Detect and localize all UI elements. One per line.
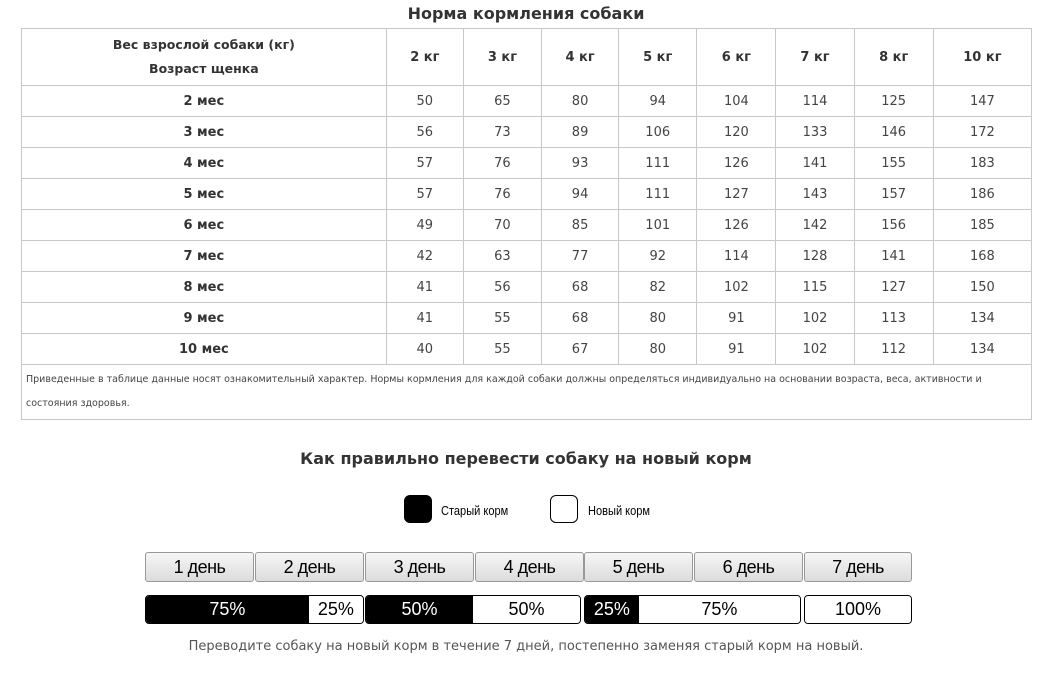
weight-header: 5 кг — [619, 29, 697, 86]
grams-cell: 55 — [463, 334, 541, 365]
grams-cell: 80 — [619, 334, 697, 365]
grams-cell: 80 — [619, 303, 697, 334]
grams-cell: 91 — [697, 334, 776, 365]
new-food-share: 25% — [309, 596, 363, 623]
table-corner-header — [22, 29, 387, 86]
grams-cell: 134 — [933, 334, 1031, 365]
grams-cell: 55 — [463, 303, 541, 334]
day-button-4[interactable]: 4 день — [475, 552, 584, 582]
age-cell: 7 мес — [22, 241, 387, 272]
grams-cell: 94 — [619, 86, 697, 117]
grams-cell: 40 — [386, 334, 463, 365]
grams-cell: 106 — [619, 117, 697, 148]
grams-cell: 125 — [854, 86, 933, 117]
weight-header: 4 кг — [542, 29, 619, 86]
table-header-row — [22, 29, 1032, 86]
grams-cell: 147 — [933, 86, 1031, 117]
grams-cell: 50 — [386, 86, 463, 117]
corner-age-label: Возраст щенка — [149, 61, 259, 76]
old-food-label: Старый корм — [441, 503, 509, 518]
legend — [404, 495, 674, 525]
grams-cell: 57 — [386, 148, 463, 179]
grams-cell: 101 — [619, 210, 697, 241]
grams-cell: 141 — [776, 148, 854, 179]
mix-bar — [584, 595, 801, 624]
weight-header: 10 кг — [933, 29, 1031, 86]
grams-cell: 76 — [463, 148, 541, 179]
grams-cell: 186 — [933, 179, 1031, 210]
table-row — [22, 117, 1032, 148]
grams-cell: 156 — [854, 210, 933, 241]
table-row — [22, 179, 1032, 210]
day-button-7[interactable]: 7 день — [804, 552, 912, 582]
mix-bar — [365, 595, 581, 624]
new-food-swatch — [550, 495, 578, 523]
day-button-5[interactable]: 5 день — [584, 552, 693, 582]
grams-cell: 104 — [697, 86, 776, 117]
grams-cell: 77 — [542, 241, 619, 272]
age-cell: 9 мес — [22, 303, 387, 334]
grams-cell: 93 — [542, 148, 619, 179]
mix-bar — [804, 595, 912, 624]
grams-cell: 76 — [463, 179, 541, 210]
feeding-table — [21, 28, 1032, 420]
grams-cell: 82 — [619, 272, 697, 303]
table-row — [22, 303, 1032, 334]
grams-cell: 113 — [854, 303, 933, 334]
grams-cell: 92 — [619, 241, 697, 272]
grams-cell: 112 — [854, 334, 933, 365]
grams-cell: 73 — [463, 117, 541, 148]
grams-cell: 126 — [697, 210, 776, 241]
grams-cell: 128 — [776, 241, 854, 272]
grams-cell: 102 — [697, 272, 776, 303]
grams-cell: 102 — [776, 303, 854, 334]
grams-cell: 114 — [776, 86, 854, 117]
grams-cell: 120 — [697, 117, 776, 148]
grams-cell: 49 — [386, 210, 463, 241]
grams-cell: 68 — [542, 272, 619, 303]
old-food-share: 25% — [585, 596, 639, 623]
grams-cell: 142 — [776, 210, 854, 241]
grams-cell: 168 — [933, 241, 1031, 272]
mix-bar — [145, 595, 364, 624]
new-food-label: Новый корм — [588, 503, 651, 518]
grams-cell: 56 — [463, 272, 541, 303]
grams-cell: 102 — [776, 334, 854, 365]
table-row — [22, 334, 1032, 365]
table-row — [22, 272, 1032, 303]
table-row — [22, 210, 1032, 241]
grams-cell: 80 — [542, 86, 619, 117]
weight-header: 8 кг — [854, 29, 933, 86]
transition-title: Как правильно перевести собаку на новый корм — [300, 449, 752, 468]
grams-cell: 172 — [933, 117, 1031, 148]
age-cell: 5 мес — [22, 179, 387, 210]
grams-cell: 114 — [697, 241, 776, 272]
old-food-share: 50% — [366, 596, 473, 623]
transition-footer-note: Переводите собаку на новый корм в течение 7 дней, постепенно заменяя старый корм на новый. — [188, 639, 864, 654]
table-row — [22, 241, 1032, 272]
grams-cell: 91 — [697, 303, 776, 334]
grams-cell: 134 — [933, 303, 1031, 334]
table-note-row — [22, 365, 1032, 420]
feeding-table-title: Норма кормления собаки — [407, 4, 645, 23]
grams-cell: 150 — [933, 272, 1031, 303]
old-food-share: 75% — [146, 596, 309, 623]
grams-cell: 89 — [542, 117, 619, 148]
grams-cell: 157 — [854, 179, 933, 210]
table-note: Приведенные в таблице данные носят ознакомительный характер. Нормы кормления для каждой собаки должны определяться индивидуально на основании возраста, веса, активности и состояния здоровья. — [22, 365, 1032, 420]
grams-cell: 56 — [386, 117, 463, 148]
new-food-share: 100% — [805, 596, 911, 623]
grams-cell: 41 — [386, 303, 463, 334]
age-cell: 8 мес — [22, 272, 387, 303]
grams-cell: 65 — [463, 86, 541, 117]
grams-cell: 63 — [463, 241, 541, 272]
day-button-6[interactable]: 6 день — [694, 552, 803, 582]
grams-cell: 111 — [619, 179, 697, 210]
grams-cell: 133 — [776, 117, 854, 148]
weight-header: 6 кг — [697, 29, 776, 86]
grams-cell: 127 — [854, 272, 933, 303]
grams-cell: 185 — [933, 210, 1031, 241]
grams-cell: 70 — [463, 210, 541, 241]
grams-cell: 42 — [386, 241, 463, 272]
corner-weight-label: Вес взрослой собаки (кг) — [112, 37, 295, 52]
grams-cell: 126 — [697, 148, 776, 179]
table-row — [22, 86, 1032, 117]
weight-header: 2 кг — [386, 29, 463, 86]
grams-cell: 146 — [854, 117, 933, 148]
age-cell: 6 мес — [22, 210, 387, 241]
age-cell: 2 мес — [22, 86, 387, 117]
age-cell: 3 мес — [22, 117, 387, 148]
grams-cell: 57 — [386, 179, 463, 210]
grams-cell: 68 — [542, 303, 619, 334]
grams-cell: 67 — [542, 334, 619, 365]
age-cell: 4 мес — [22, 148, 387, 179]
day-button-1[interactable]: 1 день — [145, 552, 254, 582]
weight-header: 3 кг — [463, 29, 541, 86]
new-food-share: 50% — [473, 596, 580, 623]
grams-cell: 143 — [776, 179, 854, 210]
grams-cell: 127 — [697, 179, 776, 210]
new-food-share: 75% — [639, 596, 800, 623]
grams-cell: 94 — [542, 179, 619, 210]
grams-cell: 155 — [854, 148, 933, 179]
grams-cell: 41 — [386, 272, 463, 303]
weight-header: 7 кг — [776, 29, 854, 86]
day-button-3[interactable]: 3 день — [365, 552, 474, 582]
table-row — [22, 148, 1032, 179]
day-button-2[interactable]: 2 день — [255, 552, 364, 582]
age-cell: 10 мес — [22, 334, 387, 365]
grams-cell: 183 — [933, 148, 1031, 179]
old-food-swatch — [404, 495, 432, 523]
grams-cell: 141 — [854, 241, 933, 272]
grams-cell: 111 — [619, 148, 697, 179]
grams-cell: 85 — [542, 210, 619, 241]
grams-cell: 115 — [776, 272, 854, 303]
